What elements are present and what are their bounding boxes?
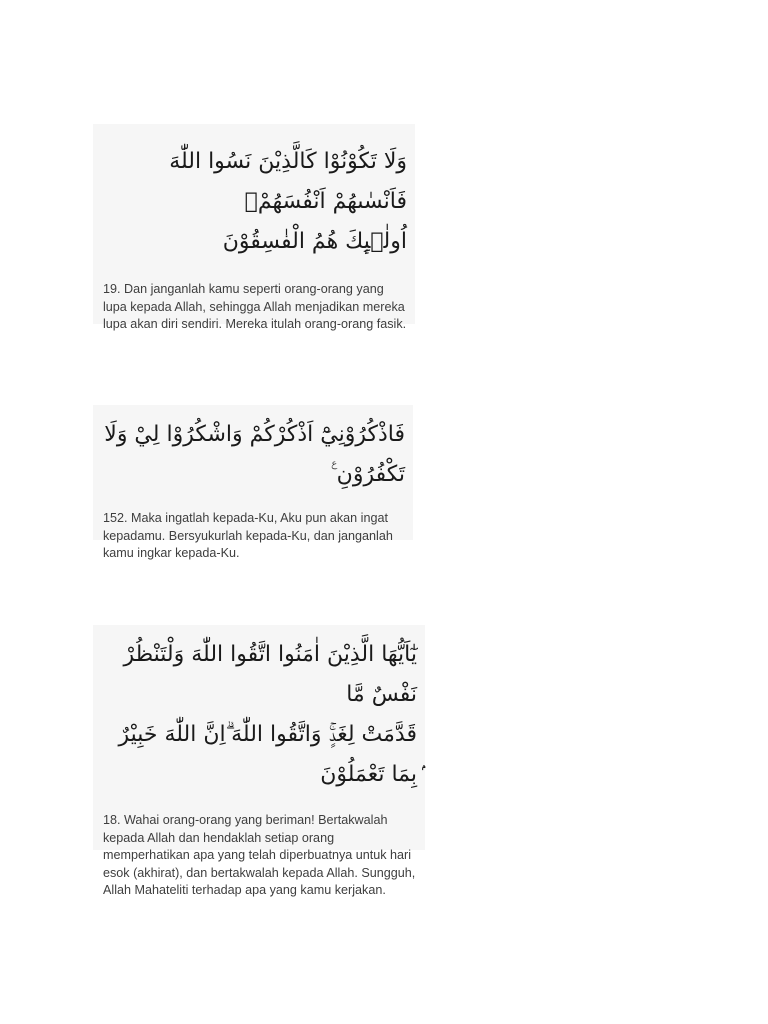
verse-translation: 19. Dan janganlah kamu seperti orang-orang yang lupa kepada Allah, sehingga Allah menjadikan mereka lupa akan diri sendiri. Mereka itulah orang-orang fasik. (103, 282, 407, 331)
verse-card (93, 625, 425, 897)
arabic-verse-text (93, 625, 425, 795)
arabic-line: فَاذْكُرُوْنِيْٓ اَذْكُرْكُمْ وَاشْكُرُوْا لِيْ وَلَا تَكْفُرُوْنِ ࣖ (104, 422, 405, 487)
arabic-line: يٰٓاَيُّهَا الَّذِيْنَ اٰمَنُوا اتَّقُوا اللّٰهَ وَلْتَنْظُرْ نَفْسٌ مَّا (123, 642, 417, 707)
verse-card (93, 405, 413, 560)
verse-translation: 152. Maka ingatlah kepada-Ku, Aku pun akan ingat kepadamu. Bersyukurlah kepada-Ku, dan janganlah kamu ingkar kepada-Ku. (103, 511, 393, 560)
verse-card (93, 124, 415, 331)
verse-translation: 18. Wahai orang-orang yang beriman! Bertakwalah kepada Allah dan hendaklah setiap orang memperhatikan apa yang telah diperbuatnya untuk hari esok (akhirat), dan bertakwalah kepada Allah. Sungguh, Allah Mahateliti terhadap apa yang kamu kerjakan. (103, 813, 416, 897)
arabic-line: اُولٰۤىِٕكَ هُمُ الْفٰسِقُوْنَ (222, 229, 407, 254)
arabic-verse-text (93, 405, 413, 495)
arabic-verse-text (93, 124, 415, 262)
arabic-line: وَلَا تَكُوْنُوْا كَالَّذِيْنَ نَسُوا اللّٰهَ فَاَنْسٰىهُمْ اَنْفُسَهُمْۗ (169, 149, 407, 214)
arabic-line: قَدَّمَتْ لِغَدٍۚ وَاتَّقُوا اللّٰهَ ۗاِنَّ اللّٰهَ خَبِيْرٌ ۢبِمَا تَعْمَلُوْنَ (118, 722, 417, 787)
